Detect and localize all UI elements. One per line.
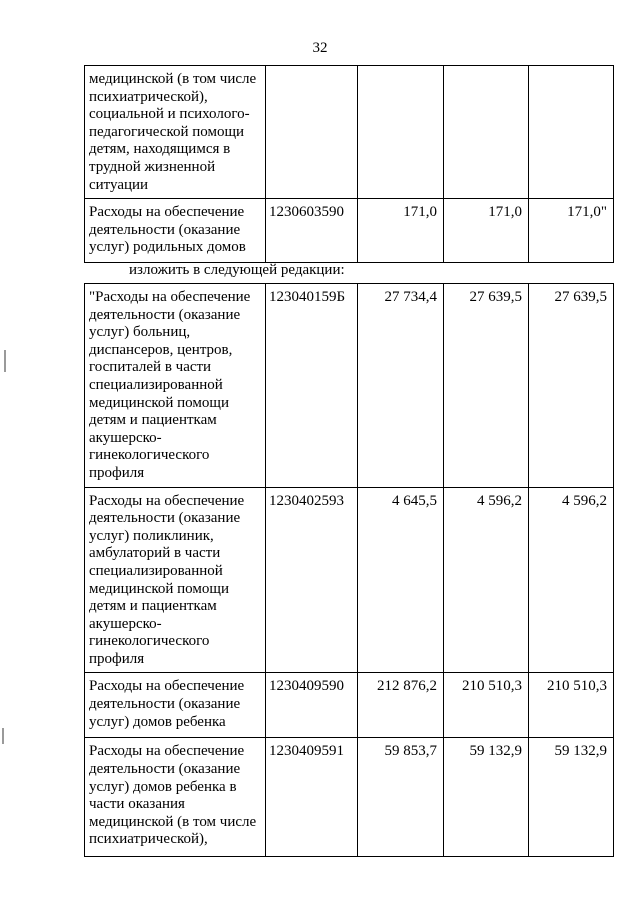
row-value-2-cell: [444, 66, 529, 199]
table-row: [85, 66, 614, 199]
page-number: 32: [312, 40, 328, 56]
row-name-cell: Расходы на обеспечение деятельности (оказание услуг) домов ребенка: [85, 673, 266, 738]
row-value-2-cell: 59 132,9: [444, 738, 529, 857]
row-value-1-cell: 27 734,4: [358, 284, 444, 488]
row-value-1-cell: [358, 66, 444, 199]
row-name-cell: Расходы на обеспечение деятельности (оказание услуг) поликлиник, амбулаторий в части специализированной медицинской помощи детям и пациенткам акушерско-гинекологического профиля: [85, 487, 266, 673]
row-name-cell: "Расходы на обеспечение деятельности (оказание услуг) больниц, диспансеров, центров, госпиталей в части специализированной медицинской помощи детям и пациенткам акушерско-гинекологического профиля: [85, 284, 266, 488]
row-value-3-cell: 171,0": [529, 199, 614, 263]
row-code-cell: [266, 66, 358, 199]
row-value-3-cell: [529, 66, 614, 199]
row-name-cell: медицинской (в том числе психиатрической), социальной и психолого-педагогической помощи детям, находящимся в трудной жизненной ситуации: [85, 66, 266, 199]
table-row: [85, 673, 614, 738]
table-row: [85, 487, 614, 673]
row-value-3-cell: 210 510,3: [529, 673, 614, 738]
budget-table-bottom: [84, 283, 614, 857]
table-row: [85, 284, 614, 488]
budget-table-top: [84, 65, 614, 263]
row-name-cell: Расходы на обеспечение деятельности (оказание услуг) домов ребенка в части оказания медицинской (в том числе психиатрической),: [85, 738, 266, 857]
row-value-1-cell: 59 853,7: [358, 738, 444, 857]
table-row: [85, 199, 614, 263]
row-value-3-cell: 27 639,5: [529, 284, 614, 488]
row-value-1-cell: 212 876,2: [358, 673, 444, 738]
connector-text: изложить в следующей редакции:: [129, 262, 345, 278]
scan-edge-mark: [4, 350, 6, 372]
row-value-2-cell: 171,0: [444, 199, 529, 263]
row-value-1-cell: 4 645,5: [358, 487, 444, 673]
row-value-1-cell: 171,0: [358, 199, 444, 263]
row-code-cell: 1230409590: [266, 673, 358, 738]
row-value-2-cell: 27 639,5: [444, 284, 529, 488]
row-code-cell: 1230402593: [266, 487, 358, 673]
row-name-cell: Расходы на обеспечение деятельности (оказание услуг) родильных домов: [85, 199, 266, 263]
row-value-2-cell: 4 596,2: [444, 487, 529, 673]
scan-edge-mark: [2, 728, 4, 744]
row-code-cell: 1230409591: [266, 738, 358, 857]
row-code-cell: 1230603590: [266, 199, 358, 263]
row-value-3-cell: 59 132,9: [529, 738, 614, 857]
row-value-2-cell: 210 510,3: [444, 673, 529, 738]
row-value-3-cell: 4 596,2: [529, 487, 614, 673]
table-row: [85, 738, 614, 857]
row-code-cell: 123040159Б: [266, 284, 358, 488]
